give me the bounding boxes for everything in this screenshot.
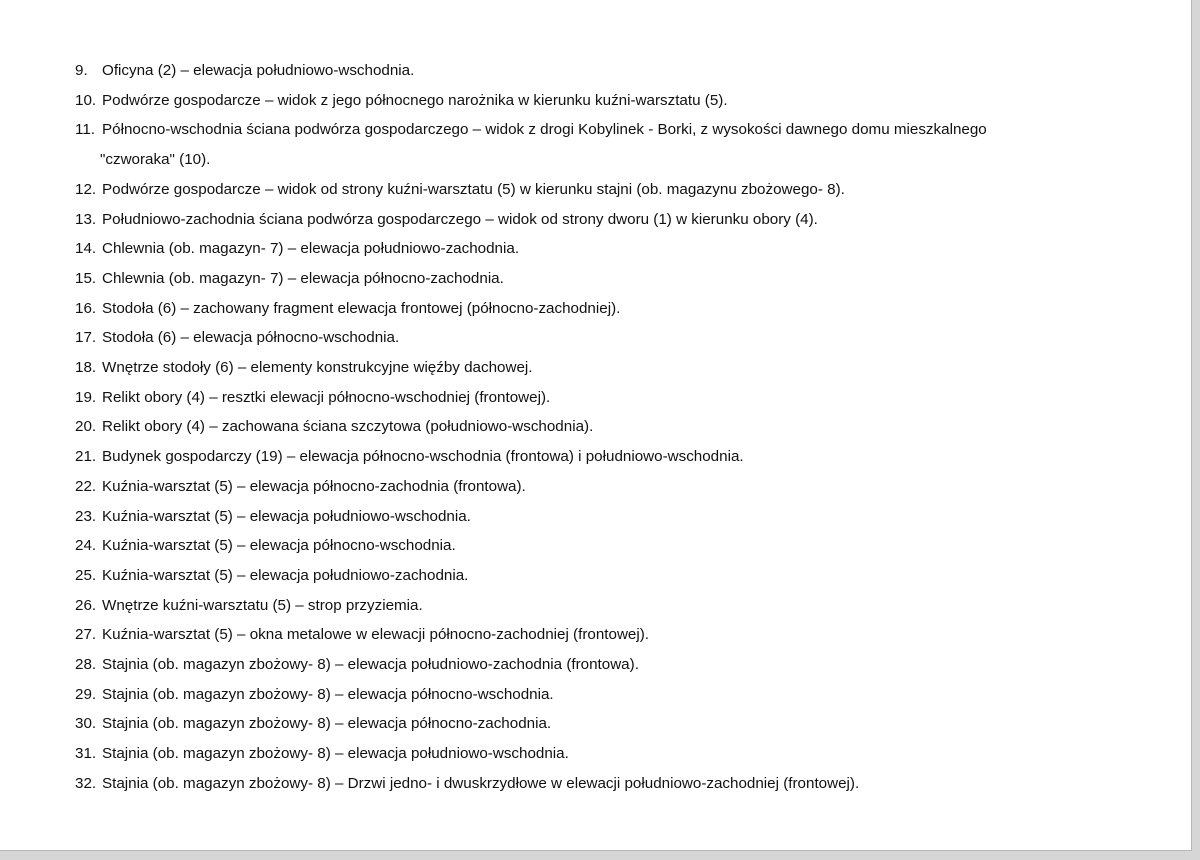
item-number: 14. — [75, 240, 97, 258]
item-number: 29. — [75, 685, 97, 703]
item-text: Podwórze gospodarcze – widok od strony kuźni-warsztatu (5) w kierunku stajni (ob. magazynu zbożowego- 8). — [102, 180, 845, 198]
item-number: 27. — [75, 626, 97, 644]
list-item — [75, 769, 1175, 799]
list-item — [75, 323, 1175, 353]
item-number: 32. — [75, 774, 97, 792]
item-text: Południowo-zachodnia ściana podwórza gospodarczego – widok od strony dworu (1) w kierunku obory (4). — [102, 210, 818, 228]
item-text: Stajnia (ob. magazyn zbożowy- 8) – elewacja północno-zachodnia. — [102, 715, 552, 733]
list-item — [75, 620, 1175, 650]
item-text: Chlewnia (ob. magazyn- 7) – elewacja południowo-zachodnia. — [102, 240, 520, 258]
item-text: Oficyna (2) – elewacja południowo-wschodnia. — [102, 62, 415, 79]
item-text: Stajnia (ob. magazyn zbożowy- 8) – elewacja południowo-wschodnia. — [102, 745, 569, 763]
list-item — [75, 205, 1175, 235]
list-item — [75, 531, 1175, 561]
list-item — [75, 234, 1175, 264]
item-text: Kuźnia-warsztat (5) – elewacja północno-zachodnia (frontowa). — [102, 477, 526, 495]
item-number: 24. — [75, 537, 97, 555]
item-text: Stodoła (6) – zachowany fragment elewacja frontowej (północno-zachodniej). — [102, 299, 621, 317]
list-item — [75, 56, 1175, 86]
item-number: 19. — [75, 388, 97, 406]
item-text-line-1: Północno-wschodnia ściana podwórza gospodarczego – widok z drogi Kobylinek - Borki, z wysokości dawnego domu mieszkalnego — [102, 121, 987, 139]
list-item — [75, 709, 1175, 739]
item-text: Wnętrze kuźni-warsztatu (5) – strop przyziemia. — [102, 596, 423, 614]
list-item — [75, 294, 1175, 324]
list-item — [75, 412, 1175, 442]
item-text: Relikt obory (4) – resztki elewacji północno-wschodniej (frontowej). — [102, 388, 551, 406]
list-item — [75, 650, 1175, 680]
item-text: Budynek gospodarczy (19) – elewacja północno-wschodnia (frontowa) i południowo-wschodnia. — [102, 448, 744, 466]
item-text: Kuźnia-warsztat (5) – okna metalowe w elewacji północno-zachodniej (frontowej). — [102, 626, 650, 644]
item-number: 11. — [75, 121, 95, 139]
item-text: Kuźnia-warsztat (5) – elewacja południowo-wschodnia. — [102, 507, 471, 525]
item-text: Relikt obory (4) – zachowana ściana szczytowa (południowo-wschodnia). — [102, 418, 594, 436]
item-number: 15. — [75, 269, 97, 287]
list-item — [75, 175, 1175, 205]
item-text: Chlewnia (ob. magazyn- 7) – elewacja północno-zachodnia. — [102, 269, 504, 287]
list-item — [75, 561, 1175, 591]
item-number: 26. — [75, 596, 97, 614]
item-text-line-2: "czworaka" (10). — [100, 151, 211, 169]
list-item — [75, 264, 1175, 294]
item-number: 16. — [75, 299, 97, 317]
item-text: Kuźnia-warsztat (5) – elewacja północno-wschodnia. — [102, 537, 456, 555]
item-number: 22. — [75, 477, 97, 495]
item-text: Podwórze gospodarcze – widok z jego północnego narożnika w kierunku kuźni-warsztatu (5). — [102, 91, 728, 109]
photo-caption-list — [75, 56, 1175, 799]
item-number: 28. — [75, 656, 97, 674]
item-number: 31. — [75, 745, 97, 763]
item-text: Stajnia (ob. magazyn zbożowy- 8) – Drzwi jedno- i dwuskrzydłowe w elewacji południowo-zachodniej (frontowej). — [102, 774, 860, 792]
item-text: Stodoła (6) – elewacja północno-wschodnia. — [102, 329, 400, 347]
item-number: 23. — [75, 507, 97, 525]
item-text: Wnętrze stodoły (6) – elementy konstrukcyjne więźby dachowej. — [102, 359, 533, 377]
item-number: 25. — [75, 566, 97, 584]
list-item — [75, 680, 1175, 710]
item-text: Stajnia (ob. magazyn zbożowy- 8) – elewacja północno-wschodnia. — [102, 685, 554, 703]
item-number: 9. — [75, 62, 88, 79]
list-item — [75, 115, 1175, 174]
item-number: 20. — [75, 418, 97, 436]
item-number: 13. — [75, 210, 97, 228]
item-number: 17. — [75, 329, 97, 347]
list-item — [75, 502, 1175, 532]
list-item — [75, 383, 1175, 413]
item-number: 18. — [75, 359, 97, 377]
item-number: 30. — [75, 715, 97, 733]
list-item — [75, 353, 1175, 383]
list-item — [75, 472, 1175, 502]
list-item — [75, 86, 1175, 116]
item-text — [102, 115, 1175, 174]
item-text: Stajnia (ob. magazyn zbożowy- 8) – elewacja południowo-zachodnia (frontowa). — [102, 656, 639, 674]
item-number: 21. — [75, 448, 97, 466]
item-number: 10. — [75, 91, 97, 109]
list-item — [75, 591, 1175, 621]
item-number: 12. — [75, 180, 97, 198]
item-text: Kuźnia-warsztat (5) – elewacja południowo-zachodnia. — [102, 566, 469, 584]
list-item — [75, 442, 1175, 472]
list-item — [75, 739, 1175, 769]
